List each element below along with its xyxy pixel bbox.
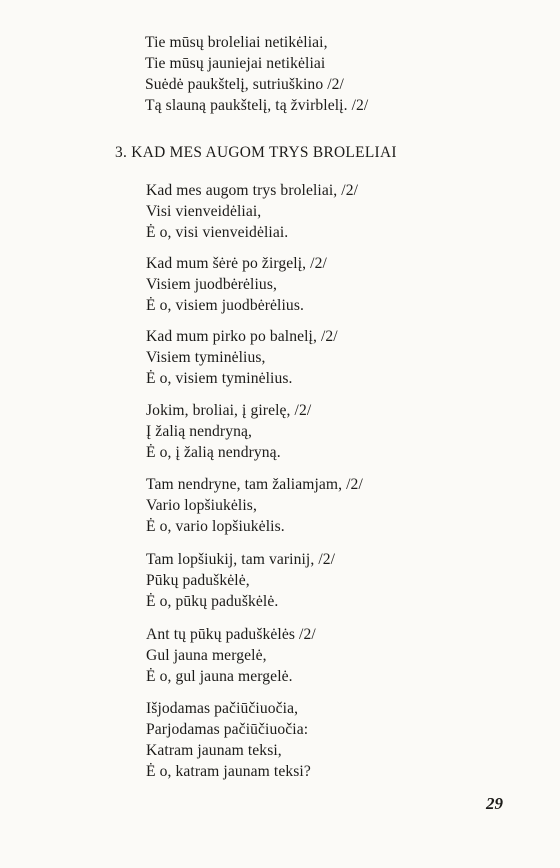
intro-stanza [145, 32, 368, 116]
verse-line: Ė o, gul jauna mergelė. [146, 668, 293, 685]
verse-line: Visi vienveidėliai, [146, 203, 262, 220]
verse-line: Visiem juodbėrėlius, [146, 276, 277, 293]
verse-line: Vario lopšiukėlis, [146, 497, 257, 514]
stanza-1 [146, 180, 358, 243]
verse-line: Ė o, visiem tyminėlius. [146, 370, 293, 387]
stanza-3 [146, 326, 338, 389]
verse-line: Jokim, broliai, į girelę, /2/ [146, 402, 312, 419]
stanza-8 [146, 698, 311, 782]
song-heading: 3. KAD MES AUGOM TRYS BROLELIAI [115, 144, 397, 161]
verse-line: Kad mes augom trys broleliai, /2/ [146, 182, 359, 199]
stanza-6 [146, 549, 335, 612]
verse-line: Ant tų pūkų paduškėlės /2/ [146, 626, 316, 643]
stanza-7 [146, 624, 316, 687]
verse-line: Suėdė paukštelį, sutriuškino /2/ [145, 76, 344, 93]
verse-line: Ė o, vario lopšiukėlis. [146, 518, 285, 535]
stanza-5 [146, 474, 363, 537]
verse-line: Tie mūsų jauniejai netikėliai [145, 55, 326, 72]
verse-line: Į žalią nendryną, [146, 423, 253, 440]
verse-line: Tą slauną paukštelį, tą žvirblelį. /2/ [145, 97, 369, 114]
verse-line: Ė o, į žalią nendryną. [146, 444, 281, 461]
verse-line: Gul jauna mergelė, [146, 647, 267, 664]
verse-line: Kad mum šėrė po žirgelį, /2/ [146, 255, 327, 272]
verse-line: Visiem tyminėlius, [146, 349, 266, 366]
verse-line: Ė o, katram jaunam teksi? [146, 763, 311, 780]
verse-line: Kad mum pirko po balnelį, /2/ [146, 328, 338, 345]
verse-line: Tam lopšiukij, tam varinij, /2/ [146, 551, 336, 568]
verse-line: Ė o, visiem juodbėrėlius. [146, 297, 304, 314]
verse-line: Katram jaunam teksi, [146, 742, 282, 759]
page-number: 29 [486, 794, 503, 813]
verse-line: Ė o, pūkų paduškėlė. [146, 593, 279, 610]
verse-line: Parjodamas pačiūčiuočia: [146, 721, 309, 738]
verse-line: Ė o, visi vienveidėliai. [146, 224, 289, 241]
verse-line: Pūkų paduškėlė, [146, 572, 250, 589]
stanza-2 [146, 253, 327, 316]
verse-line: Išjodamas pačiūčiuočia, [146, 700, 299, 717]
verse-line: Tie mūsų broleliai netikėliai, [145, 34, 328, 51]
verse-line: Tam nendryne, tam žaliamjam, /2/ [146, 476, 363, 493]
stanza-4 [146, 400, 311, 463]
